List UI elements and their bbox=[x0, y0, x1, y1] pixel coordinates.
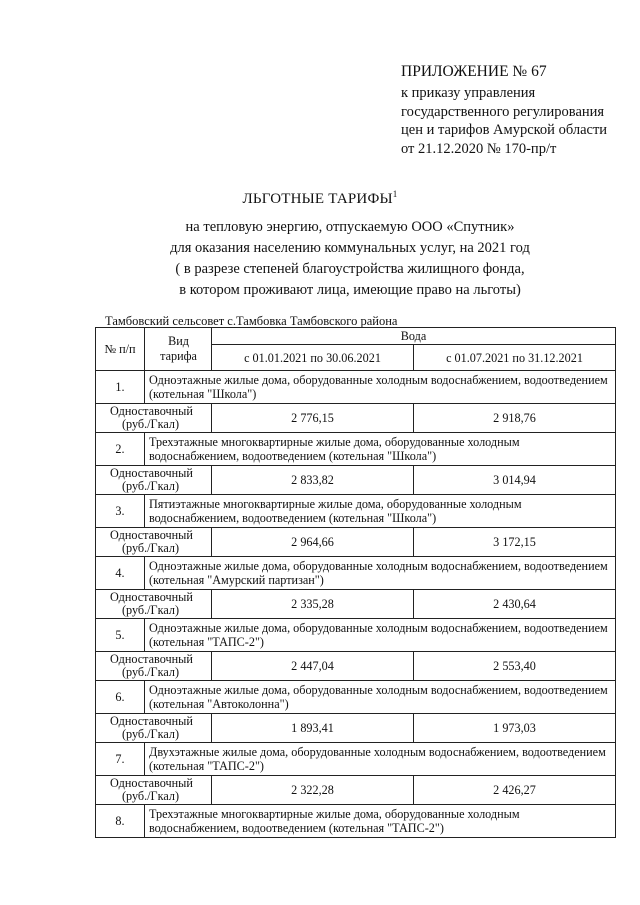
tariff-value-period-1: 2 964,66 bbox=[212, 528, 414, 557]
header-tariff-type: Вид тарифа bbox=[145, 328, 212, 371]
document-subtitle bbox=[140, 217, 560, 301]
table-row-description bbox=[96, 433, 616, 466]
unit-label-line-1: Одноставочный bbox=[110, 527, 193, 542]
row-number: 5. bbox=[96, 619, 145, 652]
unit-label-line-1: Одноставочный bbox=[110, 713, 193, 728]
tariff-value-period-1: 2 447,04 bbox=[212, 652, 414, 681]
subtitle-line: на тепловую энергию, отпускаемую ООО «Спутник» bbox=[185, 219, 515, 235]
row-description: Одноэтажные жилые дома, оборудованные холодным водоснабжением, водоотведением (котельная "Амурский партизан") bbox=[145, 557, 616, 590]
tariff-value-period-2: 1 973,03 bbox=[414, 714, 616, 743]
subtitle-line: ( в разрезе степеней благоустройства жилищного фонда, bbox=[175, 261, 525, 277]
tariff-value-period-2: 2 426,27 bbox=[414, 776, 616, 805]
row-number: 8. bbox=[96, 805, 145, 838]
header-period-1: с 01.01.2021 по 30.06.2021 bbox=[212, 345, 414, 371]
row-number: 2. bbox=[96, 433, 145, 466]
unit-label-line-2: (руб./Гкал) bbox=[122, 417, 179, 431]
row-number: 7. bbox=[96, 743, 145, 776]
table-row-description bbox=[96, 681, 616, 714]
appendix-heading: ПРИЛОЖЕНИЕ № 67 bbox=[401, 63, 547, 80]
tariff-value-period-2: 3 014,94 bbox=[414, 466, 616, 495]
footnote-mark: 1 bbox=[392, 189, 398, 199]
tariff-value-period-1: 2 322,28 bbox=[212, 776, 414, 805]
table-row-description bbox=[96, 495, 616, 528]
tariff-unit-label bbox=[96, 714, 212, 743]
row-description: Пятиэтажные многоквартирные жилые дома, оборудованные холодным водоснабжением, водоотведением (котельная "Школа") bbox=[145, 495, 616, 528]
unit-label-line-1: Одноставочный bbox=[110, 589, 193, 604]
region-label: Тамбовский сельсовет с.Тамбовка Тамбовского района bbox=[105, 314, 398, 328]
tariff-unit-label bbox=[96, 528, 212, 557]
tariff-value-period-2: 3 172,15 bbox=[414, 528, 616, 557]
unit-label-line-1: Одноставочный bbox=[110, 403, 193, 418]
row-description: Двухэтажные жилые дома, оборудованные холодным водоснабжением, водоотведением (котельная "ТАПС-2") bbox=[145, 743, 616, 776]
unit-label-line-2: (руб./Гкал) bbox=[122, 727, 179, 741]
subtitle-line: для оказания населению коммунальных услуг, на 2021 год bbox=[170, 240, 530, 256]
appendix-line: государственного регулирования bbox=[401, 103, 605, 120]
header-water: Вода bbox=[212, 328, 616, 345]
tariff-value-period-2: 2 430,64 bbox=[414, 590, 616, 619]
unit-label-line-2: (руб./Гкал) bbox=[122, 541, 179, 555]
tariff-value-period-1: 2 335,28 bbox=[212, 590, 414, 619]
row-description: Одноэтажные жилые дома, оборудованные холодным водоснабжением, водоотведением (котельная "Школа") bbox=[145, 371, 616, 404]
tariff-value-period-2: 2 918,76 bbox=[414, 404, 616, 433]
unit-label-line-2: (руб./Гкал) bbox=[122, 479, 179, 493]
header-num: № п/п bbox=[96, 328, 145, 371]
tariff-unit-label bbox=[96, 590, 212, 619]
tariff-value-period-2: 2 553,40 bbox=[414, 652, 616, 681]
unit-label-line-1: Одноставочный bbox=[110, 465, 193, 480]
row-number: 4. bbox=[96, 557, 145, 590]
table-row-description bbox=[96, 805, 616, 838]
tariff-unit-label bbox=[96, 404, 212, 433]
tariff-value-period-1: 2 776,15 bbox=[212, 404, 414, 433]
table-row-description bbox=[96, 371, 616, 404]
row-number: 1. bbox=[96, 371, 145, 404]
table-row-values bbox=[96, 528, 616, 557]
row-number: 6. bbox=[96, 681, 145, 714]
header-period-2: с 01.07.2021 по 31.12.2021 bbox=[414, 345, 616, 371]
tariff-unit-label bbox=[96, 466, 212, 495]
unit-label-line-1: Одноставочный bbox=[110, 775, 193, 790]
tariff-unit-label bbox=[96, 776, 212, 805]
unit-label-line-2: (руб./Гкал) bbox=[122, 603, 179, 617]
tariff-value-period-1: 1 893,41 bbox=[212, 714, 414, 743]
row-description: Одноэтажные жилые дома, оборудованные холодным водоснабжением, водоотведением (котельная "ТАПС-2") bbox=[145, 619, 616, 652]
row-description: Трехэтажные многоквартирные жилые дома, оборудованные холодным водоснабжением, водоотведением (котельная "ТАПС-2") bbox=[145, 805, 616, 838]
appendix-line: к приказу управления bbox=[401, 85, 536, 101]
document-title-text: ЛЬГОТНЫЕ ТАРИФЫ bbox=[242, 191, 393, 207]
row-description: Одноэтажные жилые дома, оборудованные холодным водоснабжением, водоотведением (котельная "Автоколонна") bbox=[145, 681, 616, 714]
subtitle-line: в котором проживают лица, имеющие право на льготы) bbox=[179, 282, 521, 298]
tariff-table bbox=[95, 327, 616, 838]
tariff-value-period-1: 2 833,82 bbox=[212, 466, 414, 495]
table-row-description bbox=[96, 557, 616, 590]
table-row-values bbox=[96, 404, 616, 433]
tariff-unit-label bbox=[96, 652, 212, 681]
row-number: 3. bbox=[96, 495, 145, 528]
row-description: Трехэтажные многоквартирные жилые дома, оборудованные холодным водоснабжением, водоотведением (котельная "Школа") bbox=[145, 433, 616, 466]
unit-label-line-2: (руб./Гкал) bbox=[122, 665, 179, 679]
document-title bbox=[0, 189, 640, 208]
unit-label-line-2: (руб./Гкал) bbox=[122, 789, 179, 803]
table-row-values bbox=[96, 714, 616, 743]
table-row-values bbox=[96, 590, 616, 619]
unit-label-line-1: Одноставочный bbox=[110, 651, 193, 666]
table-row-description bbox=[96, 619, 616, 652]
appendix-block bbox=[401, 62, 636, 158]
appendix-line: цен и тарифов Амурской области bbox=[401, 122, 608, 138]
table-row-values bbox=[96, 466, 616, 495]
table-row-values bbox=[96, 776, 616, 805]
appendix-line: от 21.12.2020 № 170-пр/т bbox=[401, 140, 557, 157]
table-row-values bbox=[96, 652, 616, 681]
table-row-description bbox=[96, 743, 616, 776]
